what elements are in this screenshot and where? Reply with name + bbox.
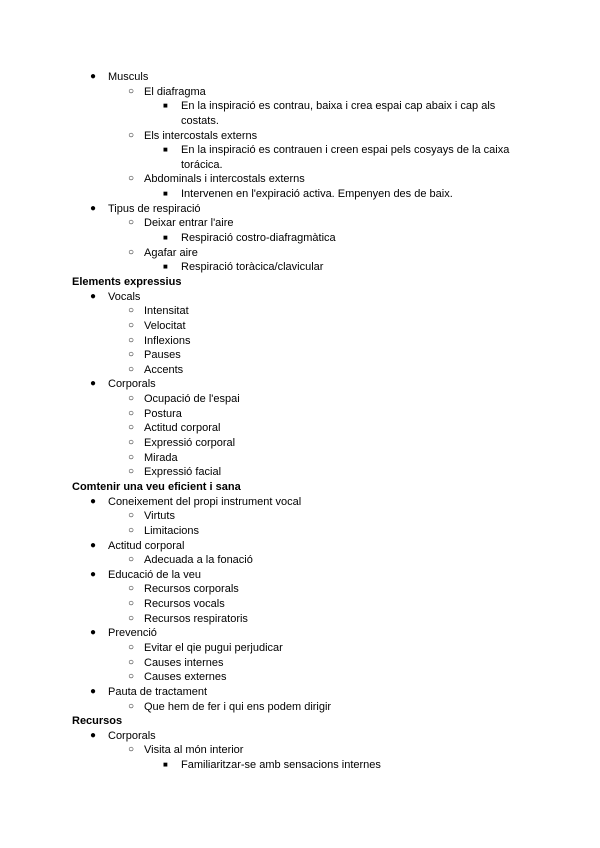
item-text: Intensitat — [144, 305, 189, 318]
item-text: Abdominals i intercostals externs — [144, 173, 305, 186]
item-text: Velocitat — [144, 319, 186, 332]
bullet-icon: ■ — [163, 145, 168, 155]
heading-text: Recursos — [72, 715, 123, 728]
bullet-icon: ● — [90, 685, 97, 697]
document-body — [0, 70, 600, 773]
bullet-icon: ○ — [128, 305, 135, 317]
item-text: Virtuts — [144, 510, 175, 523]
list-item-level-2 — [0, 670, 600, 685]
bullet-icon: ○ — [128, 554, 135, 566]
list-item-level-3 — [0, 158, 600, 173]
item-text: Expressió facial — [144, 466, 222, 479]
bullet-icon: ○ — [128, 612, 135, 624]
item-text: Musculs — [108, 71, 149, 83]
list-item-level-3 — [0, 99, 600, 114]
list-item-level-2 — [0, 509, 600, 524]
item-text: Actitud corporal — [108, 539, 185, 552]
item-text: Causes externes — [144, 671, 227, 684]
bullet-icon: ● — [90, 290, 97, 302]
item-text: Accents — [144, 363, 184, 376]
list-item-level-2 — [0, 700, 600, 715]
bullet-icon: ○ — [128, 363, 135, 375]
list-item-level-2 — [0, 319, 600, 334]
item-text: En la inspiració es contrauen i creen espai pels cosyays de la caixa — [181, 144, 510, 157]
bullet-icon: ■ — [163, 760, 168, 770]
item-text: Coneixement del propi instrument vocal — [108, 495, 302, 508]
list-item-level-1 — [0, 377, 600, 392]
item-text: Expressió corporal — [144, 437, 236, 450]
bullet-icon: ● — [90, 495, 97, 507]
bullet-icon: ○ — [128, 334, 135, 346]
bullet-icon: ■ — [163, 233, 168, 243]
item-text: Agafar aire — [144, 246, 198, 259]
item-text: En la inspiració es contrau, baixa i crea espai cap abaix i cap als — [181, 100, 496, 113]
item-text: Recursos respiratoris — [144, 612, 248, 625]
list-item-level-2 — [0, 407, 600, 422]
item-text: Evitar el qie pugui perjudicar — [144, 641, 283, 654]
list-item-level-3 — [0, 231, 600, 246]
bullet-icon: ○ — [128, 744, 135, 756]
bullet-icon: ○ — [128, 246, 135, 258]
item-text: Causes internes — [144, 656, 224, 669]
list-item-level-2 — [0, 451, 600, 466]
list-item-level-3 — [0, 187, 600, 202]
item-text: Adecuada a la fonació — [144, 554, 253, 567]
section-heading — [0, 480, 600, 495]
bullet-icon: ○ — [128, 700, 135, 712]
item-text: Deixar entrar l'aire — [144, 217, 234, 230]
list-item-level-2 — [0, 421, 600, 436]
list-item-level-2 — [0, 216, 600, 231]
list-item-level-2 — [0, 656, 600, 671]
section-heading — [0, 714, 600, 729]
item-text: Mirada — [144, 451, 178, 464]
list-item-level-2 — [0, 582, 600, 597]
heading-text: Elements expressius — [72, 275, 182, 288]
item-text: Educació de la veu — [108, 568, 201, 581]
item-text: Pauta de tractament — [108, 685, 208, 698]
list-item-level-1 — [0, 495, 600, 510]
bullet-icon: ○ — [128, 437, 135, 449]
list-item-level-2 — [0, 363, 600, 378]
item-text: Limitacions — [144, 524, 200, 537]
bullet-icon: ○ — [128, 451, 135, 463]
item-text: Postura — [144, 407, 182, 420]
item-text: Pauses — [144, 349, 181, 362]
list-item-level-2 — [0, 553, 600, 568]
list-item-level-1 — [0, 626, 600, 641]
list-item-level-2 — [0, 743, 600, 758]
list-item-level-2 — [0, 597, 600, 612]
list-item-level-1 — [0, 539, 600, 554]
item-text: Corporals — [108, 729, 156, 742]
list-item-level-3 — [0, 260, 600, 275]
list-item-level-2 — [0, 641, 600, 656]
bullet-icon: ○ — [128, 217, 135, 229]
list-item-level-2 — [0, 172, 600, 187]
list-item-level-1 — [0, 202, 600, 217]
bullet-icon: ● — [90, 627, 97, 639]
bullet-icon: ○ — [128, 524, 135, 536]
item-text: Els intercostals externs — [144, 129, 258, 142]
bullet-icon: ○ — [128, 129, 135, 141]
list-item-level-3 — [0, 758, 600, 773]
bullet-icon: ● — [90, 729, 97, 741]
bullet-icon: ○ — [128, 349, 135, 361]
list-item-level-1 — [0, 568, 600, 583]
item-text: torácica. — [181, 158, 223, 171]
item-text: Respiració costro-diafragmàtica — [181, 232, 336, 245]
item-text: Que hem de fer i qui ens podem dirigir — [144, 700, 332, 713]
bullet-icon: ■ — [163, 189, 168, 199]
item-text: Inflexions — [144, 334, 191, 347]
bullet-icon: ○ — [128, 393, 135, 405]
list-item-level-1 — [0, 729, 600, 744]
section-heading — [0, 275, 600, 290]
list-item-level-1 — [0, 290, 600, 305]
list-item-level-3 — [0, 143, 600, 158]
list-item-level-2 — [0, 348, 600, 363]
list-item-level-2 — [0, 85, 600, 100]
item-text: Ocupació de l'espai — [144, 393, 240, 406]
item-text: Visita al món interior — [144, 744, 244, 757]
bullet-icon: ● — [90, 71, 97, 82]
item-text: Prevenció — [108, 627, 157, 640]
bullet-icon: ○ — [128, 466, 135, 478]
bullet-icon: ○ — [128, 85, 135, 97]
list-item-level-2 — [0, 436, 600, 451]
item-text: Tipus de respiració — [108, 202, 201, 215]
bullet-icon: ○ — [128, 319, 135, 331]
item-text: Recursos vocals — [144, 598, 225, 611]
item-text: Corporals — [108, 378, 156, 391]
list-item-level-2 — [0, 129, 600, 144]
item-text: Respiració toràcica/clavicular — [181, 261, 324, 274]
list-item-level-2 — [0, 304, 600, 319]
bullet-icon: ○ — [128, 598, 135, 610]
item-text: Intervenen en l'expiració activa. Empenyen des de baix. — [181, 188, 453, 201]
bullet-icon: ○ — [128, 422, 135, 434]
heading-text: Comtenir una veu eficient i sana — [72, 480, 241, 493]
list-item-level-1 — [0, 70, 600, 85]
bullet-icon: ● — [90, 568, 97, 580]
bullet-icon: ● — [90, 202, 97, 214]
list-item-level-3 — [0, 114, 600, 129]
list-item-level-2 — [0, 334, 600, 349]
item-text: El diafragma — [144, 85, 206, 98]
bullet-icon: ○ — [128, 407, 135, 419]
bullet-icon: ○ — [128, 641, 135, 653]
item-text: Familiaritzar-se amb sensacions internes — [181, 759, 381, 772]
bullet-icon: ○ — [128, 583, 135, 595]
bullet-icon: ○ — [128, 656, 135, 668]
item-text: costats. — [181, 114, 219, 127]
item-text: Actitud corporal — [144, 422, 221, 435]
list-item-level-2 — [0, 524, 600, 539]
bullet-icon: ● — [90, 378, 97, 390]
list-item-level-2 — [0, 246, 600, 261]
item-text: Recursos corporals — [144, 583, 239, 596]
bullet-icon: ○ — [128, 173, 135, 185]
list-item-level-2 — [0, 392, 600, 407]
bullet-icon: ■ — [163, 101, 168, 111]
bullet-icon: ● — [90, 539, 97, 551]
list-item-level-1 — [0, 685, 600, 700]
bullet-icon: ■ — [163, 262, 168, 272]
bullet-icon: ○ — [128, 510, 135, 522]
list-item-level-2 — [0, 612, 600, 627]
item-text: Vocals — [108, 290, 141, 303]
list-item-level-2 — [0, 465, 600, 480]
bullet-icon: ○ — [128, 671, 135, 683]
